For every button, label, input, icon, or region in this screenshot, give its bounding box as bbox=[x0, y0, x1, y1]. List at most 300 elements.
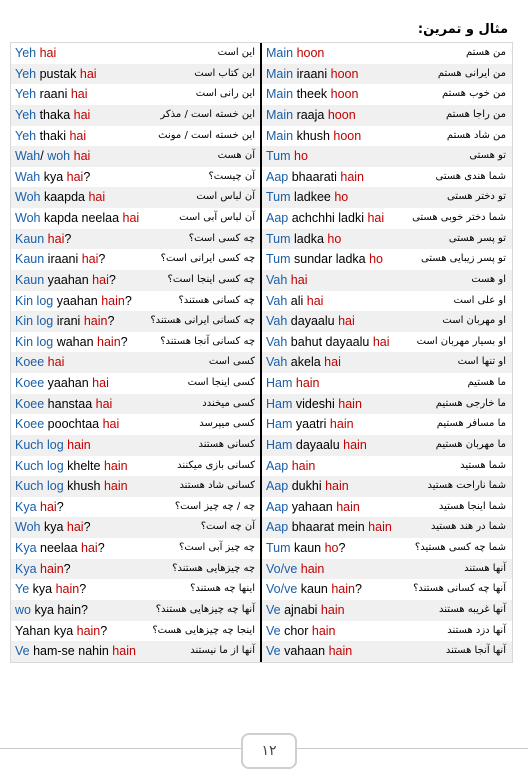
phrase-segment: achchhi ladki bbox=[288, 211, 368, 225]
table-row bbox=[11, 64, 261, 85]
table-row bbox=[11, 373, 261, 394]
hindi-phrase bbox=[15, 332, 128, 353]
hindi-phrase bbox=[266, 43, 324, 64]
phrase-segment: raaja bbox=[293, 107, 328, 122]
phrase-segment: ? bbox=[63, 561, 71, 576]
phrase-segment: hain bbox=[328, 644, 353, 659]
persian-translation: آن لباس آبی است bbox=[179, 212, 255, 223]
persian-translation: آنها دزد هستند bbox=[447, 624, 506, 636]
phrase-segment: Kin log bbox=[15, 314, 54, 329]
hindi-phrase bbox=[266, 229, 341, 250]
phrase-segment: hai bbox=[70, 149, 91, 164]
phrase-segment: hoon bbox=[330, 66, 359, 81]
table-row bbox=[262, 559, 512, 580]
hindi-phrase bbox=[266, 641, 352, 662]
table-row bbox=[11, 126, 261, 147]
phrase-segment: theek bbox=[293, 87, 331, 102]
phrase-segment: hai bbox=[66, 169, 84, 184]
phrase-segment: Kuch log bbox=[15, 437, 64, 452]
phrase-segment: Ham bbox=[266, 437, 293, 452]
phrase-segment: hai bbox=[81, 541, 98, 555]
persian-translation: من شاد هستم bbox=[446, 129, 506, 141]
phrase-segment: hoon bbox=[293, 46, 325, 60]
hindi-phrase bbox=[15, 167, 90, 188]
persian-translation: شما هندی هستی bbox=[435, 170, 506, 182]
phrase-segment: hai bbox=[92, 376, 109, 390]
phrase-segment: hai bbox=[102, 417, 120, 432]
hindi-phrase bbox=[15, 43, 56, 64]
phrase-segment: hain bbox=[112, 644, 136, 659]
table-row bbox=[11, 600, 261, 621]
phrase-segment: hain bbox=[336, 499, 360, 514]
hindi-phrase bbox=[15, 394, 112, 415]
persian-translation: آن چیست؟ bbox=[208, 170, 255, 182]
hindi-phrase bbox=[15, 517, 91, 538]
phrase-segment: ? bbox=[100, 623, 108, 638]
phrase-segment: hai bbox=[338, 314, 355, 329]
phrase-segment: ham-se nahin bbox=[29, 644, 113, 659]
hindi-phrase bbox=[15, 497, 64, 518]
hindi-phrase bbox=[266, 126, 361, 147]
phrase-segment: Main bbox=[266, 66, 294, 81]
table-row bbox=[262, 332, 512, 353]
phrase-segment: Koee bbox=[15, 417, 45, 432]
hindi-phrase bbox=[15, 456, 128, 477]
phrase-segment: hai bbox=[69, 128, 87, 143]
phrase-segment: raani bbox=[36, 87, 71, 102]
table-row bbox=[11, 229, 261, 250]
phrase-segment: hai bbox=[372, 334, 390, 349]
phrase-segment: bahut dayaalu bbox=[287, 334, 373, 349]
phrase-segment: Main bbox=[266, 87, 294, 102]
phrase-segment: hai bbox=[324, 355, 341, 370]
phrase-segment: Ve bbox=[266, 644, 281, 659]
hindi-phrase bbox=[266, 311, 355, 332]
phrase-segment: Main bbox=[266, 107, 294, 122]
phrase-segment: Kuch log bbox=[15, 458, 64, 473]
table-row bbox=[262, 394, 512, 415]
phrase-segment: woh bbox=[47, 149, 71, 164]
persian-translation: آن هست bbox=[217, 150, 255, 162]
table-row bbox=[262, 64, 512, 85]
phrase-segment: Vah bbox=[266, 314, 288, 329]
phrase-segment: Ham bbox=[266, 417, 293, 432]
phrase-segment: Main bbox=[266, 46, 294, 60]
persian-translation: کسانی هستند bbox=[198, 438, 255, 450]
phrase-segment: Vah bbox=[266, 355, 288, 370]
phrase-segment: yaahan bbox=[44, 272, 93, 287]
phrase-segment: hain bbox=[76, 623, 101, 638]
hindi-phrase bbox=[15, 249, 105, 270]
persian-translation: کسی میپرسد bbox=[199, 418, 255, 430]
persian-translation: شما در هند هستید bbox=[430, 521, 506, 533]
table-row bbox=[262, 311, 512, 332]
hindi-phrase bbox=[15, 414, 119, 435]
table-row bbox=[11, 641, 261, 662]
table-row bbox=[11, 105, 261, 126]
persian-translation: تو دختر هستی bbox=[446, 191, 506, 203]
hindi-phrase bbox=[15, 600, 88, 621]
phrase-segment: iraani bbox=[44, 252, 82, 267]
phrase-segment: Tum bbox=[266, 252, 291, 267]
persian-translation: شما هستید bbox=[460, 459, 506, 471]
phrase-segment: Vah bbox=[266, 293, 288, 308]
table-row bbox=[262, 456, 512, 477]
phrase-segment: hai bbox=[92, 272, 109, 287]
table-row bbox=[11, 311, 261, 332]
phrase-segment: ho bbox=[324, 541, 339, 555]
hindi-phrase bbox=[266, 291, 323, 312]
phrase-segment: wahan bbox=[53, 334, 98, 349]
phrase-segment: hoon bbox=[330, 87, 359, 102]
phrase-segment: kaapda bbox=[40, 190, 89, 205]
phrase-segment: Aap bbox=[266, 479, 289, 494]
phrase-segment: Aap bbox=[266, 169, 289, 184]
phrase-segment: hai bbox=[95, 396, 113, 411]
phrase-segment: dayaalu bbox=[292, 437, 344, 452]
table-row bbox=[11, 621, 261, 642]
phrase-segment: ? bbox=[338, 541, 346, 555]
phrase-segment: hai bbox=[306, 293, 324, 308]
phrase-segment: hai bbox=[36, 46, 57, 60]
hindi-phrase bbox=[266, 600, 345, 621]
phrase-segment: ? bbox=[64, 231, 72, 246]
hindi-phrase bbox=[266, 476, 349, 497]
phrase-segment: kya bbox=[29, 582, 56, 597]
phrase-segment: hai bbox=[36, 499, 57, 514]
persian-translation: چه کسی است؟ bbox=[188, 232, 255, 244]
hindi-phrase bbox=[266, 538, 345, 559]
phrase-segment: Kya bbox=[15, 561, 37, 576]
table-row bbox=[11, 270, 261, 291]
phrase-segment: hain bbox=[340, 169, 365, 184]
phrase-segment: ? bbox=[107, 314, 115, 329]
phrase-segment: ? bbox=[108, 272, 116, 287]
persian-translation: آنها چه کسانی هستند؟ bbox=[413, 583, 506, 595]
phrase-segment: poochtaa bbox=[44, 417, 103, 432]
phrase-segment: khush bbox=[293, 128, 334, 143]
hindi-phrase bbox=[266, 435, 367, 456]
phrase-segment: Kin log bbox=[15, 293, 54, 308]
phrase-segment: Yeh bbox=[15, 128, 37, 143]
persian-translation: شما ناراحت هستید bbox=[427, 480, 506, 492]
phrase-segment: hain bbox=[55, 582, 80, 597]
persian-translation: من هستم bbox=[465, 47, 506, 58]
persian-translation: این خسته است / مونث bbox=[158, 129, 255, 141]
phrase-segment: hoon bbox=[327, 107, 356, 122]
phrase-segment: neelaa bbox=[36, 541, 82, 555]
hindi-phrase bbox=[15, 229, 71, 250]
phrase-segment: hai bbox=[287, 272, 308, 287]
phrase-segment: ho bbox=[327, 231, 342, 246]
phrase-segment: hain bbox=[320, 602, 345, 617]
phrase-segment: Kin log bbox=[15, 334, 54, 349]
persian-translation: ما مسافر هستیم bbox=[436, 418, 506, 430]
hindi-phrase bbox=[266, 84, 358, 105]
phrase-segment: hai bbox=[79, 66, 97, 81]
table-row bbox=[11, 394, 261, 415]
phrase-segment: Ye bbox=[15, 582, 30, 597]
table-row bbox=[11, 208, 261, 229]
table-row bbox=[11, 456, 261, 477]
phrase-segment: hain bbox=[297, 561, 325, 576]
table-row bbox=[262, 621, 512, 642]
hindi-phrase bbox=[15, 291, 132, 312]
phrase-segment: Yeh bbox=[15, 87, 37, 102]
hindi-phrase bbox=[266, 249, 383, 270]
hindi-phrase bbox=[15, 126, 86, 147]
phrase-segment: Koee bbox=[15, 396, 45, 411]
table-row bbox=[11, 43, 261, 64]
hindi-phrase bbox=[266, 332, 390, 353]
phrase-segment: wo bbox=[15, 602, 31, 617]
phrase-segment: bhaarat mein bbox=[288, 520, 369, 535]
persian-translation: شما اینجا هستید bbox=[438, 500, 506, 512]
phrase-segment: yaatri bbox=[292, 417, 330, 432]
persian-translation: آن چه است؟ bbox=[200, 521, 255, 533]
persian-translation: کسانی بازی میکنند bbox=[177, 459, 255, 471]
phrase-segment: Yeh bbox=[15, 107, 37, 122]
phrase-segment: ho bbox=[369, 252, 383, 267]
right-column bbox=[262, 43, 512, 662]
phrase-segment: Wah bbox=[15, 169, 41, 184]
table-row bbox=[11, 167, 261, 188]
phrase-segment: Koee bbox=[15, 376, 45, 390]
persian-translation: ما هستیم bbox=[467, 377, 506, 388]
table-row bbox=[262, 105, 512, 126]
table-row bbox=[262, 352, 512, 373]
phrase-segment: Yeh bbox=[15, 66, 37, 81]
persian-translation: کسی است bbox=[208, 356, 255, 368]
phrase-segment: vahaan bbox=[280, 644, 329, 659]
examples-table bbox=[10, 42, 513, 663]
section-heading: مثال و تمرین: bbox=[417, 22, 508, 37]
phrase-segment: kaun bbox=[290, 541, 325, 555]
phrase-segment: Tum bbox=[266, 190, 291, 205]
hindi-phrase bbox=[266, 394, 362, 415]
phrase-segment: Vo/ve bbox=[266, 582, 298, 597]
phrase-segment: Tum bbox=[266, 149, 291, 164]
persian-translation: ما مهربان هستیم bbox=[435, 438, 506, 450]
phrase-segment: ? bbox=[56, 499, 64, 514]
hindi-phrase bbox=[15, 579, 86, 600]
hindi-phrase bbox=[266, 373, 320, 394]
table-row bbox=[262, 187, 512, 208]
table-row bbox=[11, 414, 261, 435]
table-row bbox=[11, 497, 261, 518]
phrase-segment: hai bbox=[122, 211, 140, 225]
persian-translation: او بسیار مهربان است bbox=[416, 335, 506, 347]
phrase-segment: hain bbox=[368, 520, 392, 535]
table-row bbox=[11, 435, 261, 456]
persian-translation: کسی میخندد bbox=[202, 397, 255, 409]
hindi-phrase bbox=[15, 373, 109, 394]
phrase-segment: chor bbox=[280, 623, 312, 638]
persian-translation: آنها از ما نیستند bbox=[190, 645, 255, 657]
phrase-segment: Woh bbox=[15, 190, 41, 205]
phrase-segment: ali bbox=[287, 293, 307, 308]
hindi-phrase bbox=[266, 517, 392, 538]
phrase-segment: Kaun bbox=[15, 252, 45, 267]
persian-translation: آنها هستند bbox=[464, 562, 506, 574]
persian-translation: چه کسانی هستند؟ bbox=[178, 294, 255, 306]
table-row bbox=[262, 435, 512, 456]
phrase-segment: hain bbox=[311, 623, 336, 638]
phrase-segment: ladkee bbox=[290, 190, 335, 205]
persian-translation: اینها چه هستند؟ bbox=[190, 583, 255, 595]
phrase-segment: hai bbox=[81, 252, 99, 267]
phrase-segment: ? bbox=[354, 582, 362, 597]
phrase-segment: hain bbox=[329, 417, 354, 432]
table-row bbox=[11, 146, 261, 167]
hindi-phrase bbox=[15, 187, 105, 208]
page-number: ۱۲ bbox=[241, 733, 297, 769]
persian-translation: این رانی است bbox=[195, 88, 255, 100]
phrase-segment: Ve bbox=[266, 623, 281, 638]
hindi-phrase bbox=[266, 579, 362, 600]
persian-translation: آنها آنجا هستند bbox=[445, 645, 506, 657]
persian-translation: من خوب هستم bbox=[442, 88, 506, 100]
phrase-segment: Yahan kya bbox=[15, 623, 77, 638]
hindi-phrase bbox=[15, 435, 91, 456]
phrase-segment: yahaan bbox=[288, 499, 337, 514]
hindi-phrase bbox=[15, 621, 107, 642]
hindi-phrase bbox=[266, 559, 324, 580]
hindi-phrase bbox=[266, 352, 341, 373]
phrase-segment: hai bbox=[44, 355, 65, 370]
table-row bbox=[11, 517, 261, 538]
persian-translation: ما خارجی هستیم bbox=[435, 397, 506, 409]
table-row bbox=[11, 476, 261, 497]
persian-translation: او مهربان است bbox=[442, 315, 506, 327]
hindi-phrase bbox=[15, 208, 139, 229]
hindi-phrase bbox=[15, 476, 128, 497]
phrase-segment: Ve bbox=[266, 602, 281, 617]
hindi-phrase bbox=[15, 84, 88, 105]
table-row bbox=[262, 43, 512, 64]
table-row bbox=[262, 497, 512, 518]
phrase-segment: hain bbox=[331, 582, 355, 597]
phrase-segment: hain bbox=[343, 437, 367, 452]
table-row bbox=[11, 291, 261, 312]
table-row bbox=[262, 84, 512, 105]
persian-translation: چه کسی ایرانی است؟ bbox=[160, 253, 255, 265]
table-row bbox=[262, 249, 512, 270]
phrase-segment: khush bbox=[63, 479, 104, 494]
hindi-phrase bbox=[266, 456, 315, 477]
phrase-segment: hoon bbox=[333, 128, 362, 143]
persian-translation: او علی است bbox=[453, 294, 506, 306]
hindi-phrase bbox=[266, 64, 358, 85]
phrase-segment: Yeh bbox=[15, 46, 37, 60]
phrase-segment: hain bbox=[325, 479, 349, 494]
phrase-segment: Main bbox=[266, 128, 294, 143]
phrase-segment: hai bbox=[66, 520, 84, 535]
persian-translation: چه کسانی آنجا هستند؟ bbox=[160, 335, 255, 347]
table-row bbox=[262, 291, 512, 312]
phrase-segment: thaka bbox=[36, 107, 74, 122]
table-row bbox=[262, 641, 512, 662]
persian-translation: این کتاب است bbox=[194, 67, 255, 79]
persian-translation: من ایرانی هستم bbox=[437, 67, 506, 79]
phrase-segment: irani bbox=[53, 314, 84, 329]
table-row bbox=[11, 352, 261, 373]
phrase-segment: Woh bbox=[15, 520, 41, 535]
persian-translation: تو پسر زیبایی هستی bbox=[420, 253, 506, 265]
left-column bbox=[11, 43, 261, 662]
table-row bbox=[262, 538, 512, 559]
table-row bbox=[262, 146, 512, 167]
persian-translation: اینجا چه چیزهایی هست؟ bbox=[152, 624, 255, 636]
phrase-segment: Aap bbox=[266, 211, 289, 225]
table-row bbox=[262, 579, 512, 600]
phrase-segment: hain bbox=[101, 293, 125, 308]
phrase-segment: hai bbox=[70, 87, 88, 102]
table-row bbox=[262, 517, 512, 538]
table-row bbox=[262, 414, 512, 435]
table-row bbox=[262, 167, 512, 188]
phrase-segment: Tum bbox=[266, 231, 291, 246]
phrase-segment: hain bbox=[63, 437, 91, 452]
table-row bbox=[11, 187, 261, 208]
hindi-phrase bbox=[266, 208, 384, 229]
phrase-segment: Kaun bbox=[15, 231, 45, 246]
persian-translation: کسانی شاد هستند bbox=[179, 480, 255, 492]
table-row bbox=[262, 476, 512, 497]
phrase-segment: iraani bbox=[293, 66, 331, 81]
phrase-segment: pustak bbox=[36, 66, 80, 81]
phrase-segment: Kya bbox=[15, 541, 37, 555]
phrase-segment: kapda neelaa bbox=[40, 211, 123, 225]
phrase-segment: dukhi bbox=[288, 479, 326, 494]
persian-translation: این است bbox=[217, 47, 255, 58]
persian-translation: شما دختر خوبی هستی bbox=[412, 212, 506, 223]
persian-translation: چه کسانی ایرانی هستند؟ bbox=[150, 315, 255, 327]
phrase-segment: Aap bbox=[266, 520, 289, 535]
phrase-segment: sundar ladka bbox=[290, 252, 370, 267]
table-row bbox=[262, 208, 512, 229]
phrase-segment: ? bbox=[98, 252, 106, 267]
phrase-segment: ladka bbox=[290, 231, 328, 246]
phrase-segment: hai bbox=[44, 231, 65, 246]
phrase-segment: Ham bbox=[266, 376, 293, 390]
phrase-segment: Vo/ve bbox=[266, 561, 298, 576]
phrase-segment: hai bbox=[88, 190, 106, 205]
table-row bbox=[11, 249, 261, 270]
hindi-phrase bbox=[266, 621, 336, 642]
phrase-segment: hain bbox=[97, 334, 121, 349]
persian-translation: چه / چه چیز است؟ bbox=[174, 500, 255, 512]
phrase-segment: ? bbox=[97, 541, 105, 555]
phrase-segment: hai bbox=[367, 211, 385, 225]
phrase-segment: kya bbox=[40, 520, 67, 535]
phrase-segment: Vah bbox=[266, 334, 288, 349]
phrase-segment: kaun bbox=[297, 582, 332, 597]
phrase-segment: yaahan bbox=[53, 293, 102, 308]
hindi-phrase bbox=[15, 641, 136, 662]
phrase-segment: Aap bbox=[266, 499, 289, 514]
phrase-segment: ? bbox=[79, 582, 87, 597]
table-row bbox=[262, 229, 512, 250]
hindi-phrase bbox=[15, 559, 71, 580]
persian-translation: آنها غریبه هستند bbox=[439, 603, 506, 615]
phrase-segment: Wah bbox=[15, 149, 41, 164]
phrase-segment: ? bbox=[124, 293, 132, 308]
persian-translation: تو هستی bbox=[469, 150, 506, 162]
persian-translation: آنها چه چیزهایی هستند؟ bbox=[155, 603, 255, 615]
phrase-segment: kya hain? bbox=[30, 602, 88, 617]
hindi-phrase bbox=[266, 414, 354, 435]
